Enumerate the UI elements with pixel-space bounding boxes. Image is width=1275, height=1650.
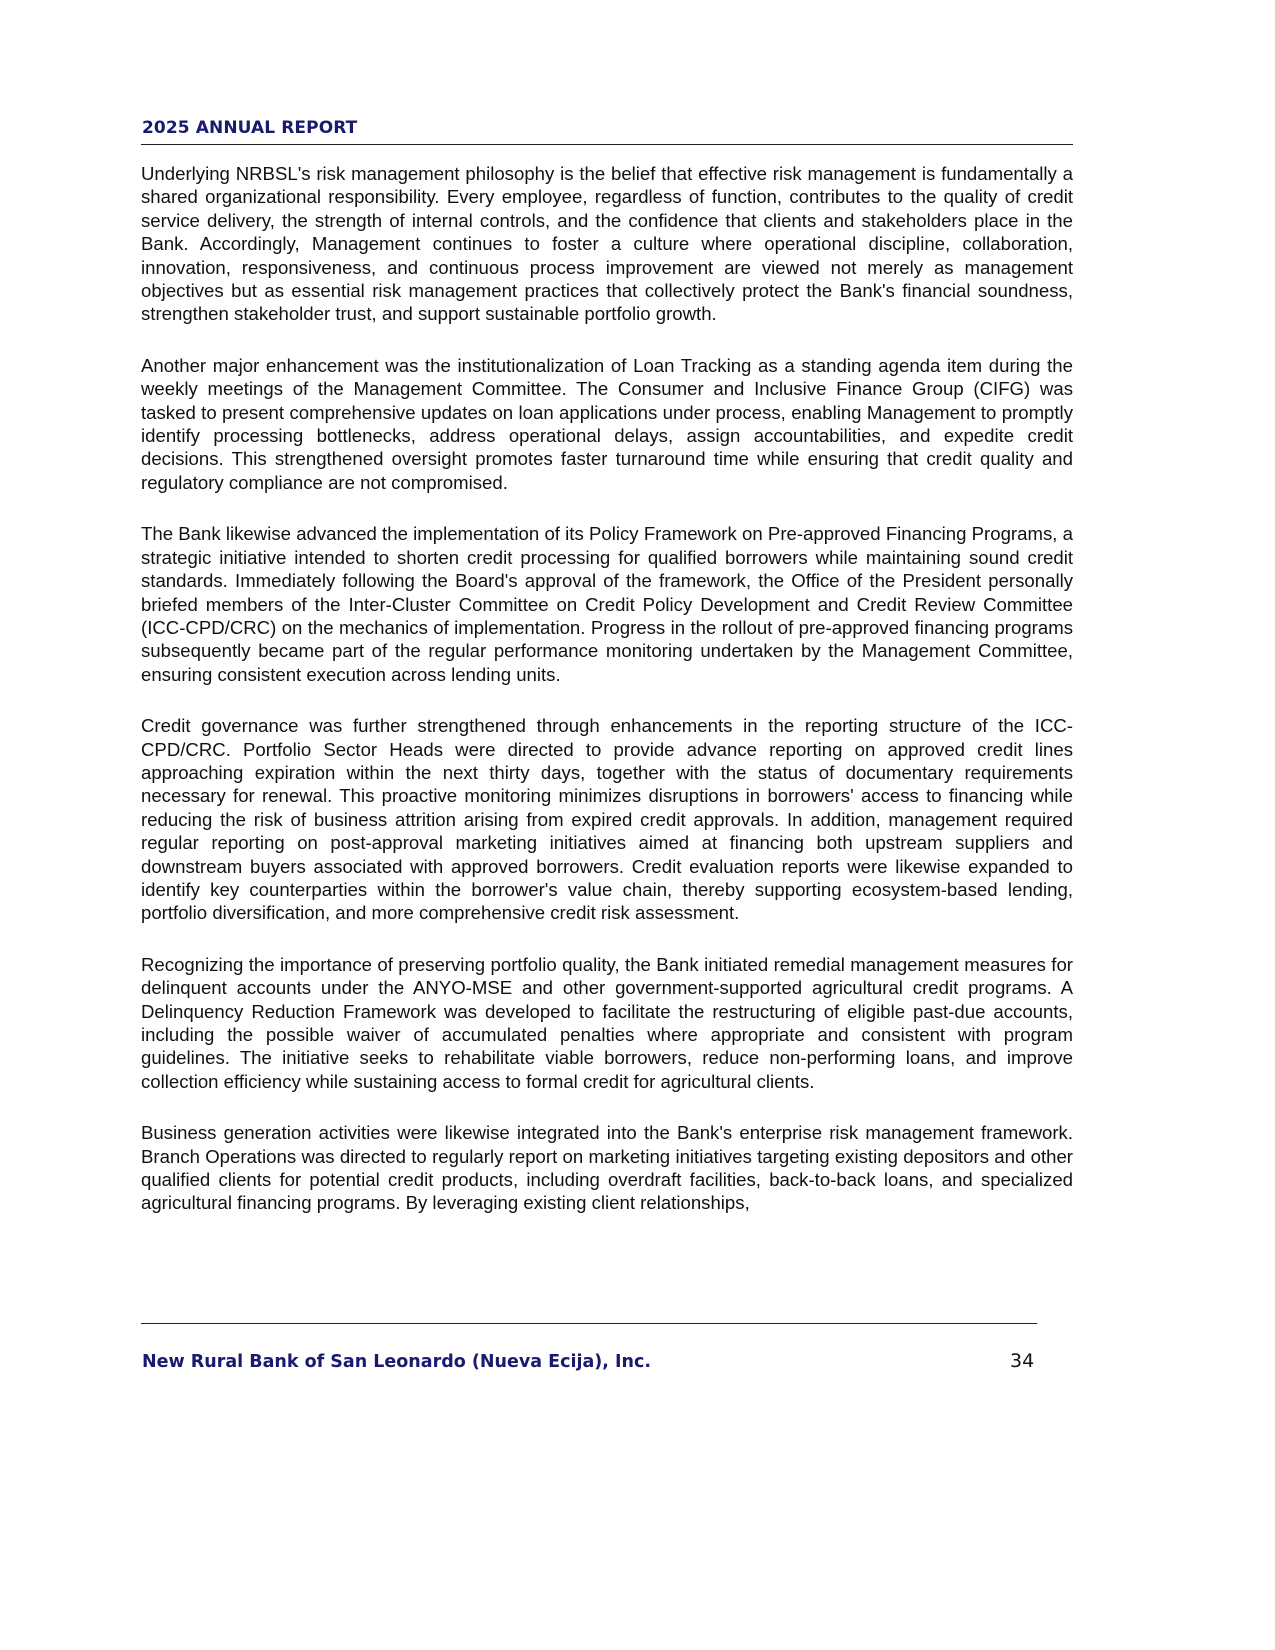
paragraph-risk-philosophy: Underlying NRBSL's risk management philosophy is the belief that effective risk management is fundamentally a shared organizational responsibility. Every employee, regardless of function, contributes to the quality of credit service delivery, the strength of internal controls, and the confidence that clients and stakeholders place in the Bank. Accordingly, Management continues to foster a culture where operational discipline, collaboration, innovation, responsiveness, and continuous process improvement are viewed not merely as management objectives but as essential risk management practices that collectively protect the Bank's financial soundness, strengthen stakeholder trust, and support sustainable portfolio growth.	[141, 163, 1073, 325]
report-title: 2025 ANNUAL REPORT	[142, 118, 358, 138]
page-header	[141, 116, 1073, 145]
paragraph-credit-governance: Credit governance was further strengthened through enhancements in the reporting structure of the ICC-CPD/CRC. Portfolio Sector Heads were directed to provide advance reporting on approved credit lines approaching expiration within the next thirty days, together with the status of documentary requirements necessary for renewal. This proactive monitoring minimizes disruptions in borrowers' access to financing while reducing the risk of business attrition arising from expired credit approvals. In addition, management required regular reporting on post-approval marketing initiatives aimed at financing both upstream suppliers and downstream buyers associated with approved borrowers. Credit evaluation reports were likewise expanded to identify key counterparties within the borrower's value chain, thereby supporting ecosystem-based lending, portfolio diversification, and more comprehensive credit risk assessment.	[141, 715, 1073, 924]
paragraph-loan-tracking: Another major enhancement was the institutionalization of Loan Tracking as a standing agenda item during the weekly meetings of the Management Committee. The Consumer and Inclusive Finance Group (CIFG) was tasked to present comprehensive updates on loan applications under process, enabling Management to promptly identify processing bottlenecks, address operational delays, assign accountabilities, and expedite credit decisions. This strengthened oversight promotes faster turnaround time while ensuring that credit quality and regulatory compliance are not compromised.	[141, 354, 1073, 493]
paragraph-business-generation: Business generation activities were likewise integrated into the Bank's enterprise risk management framework. Branch Operations was directed to regularly report on marketing initiatives targeting existing depositors and other qualified clients for potential credit products, including overdraft facilities, back-to-back loans, and specialized agricultural financing programs. By leveraging existing client relationships,	[141, 1122, 1073, 1214]
footer-divider	[141, 1323, 1037, 1324]
body-text	[141, 162, 1073, 1243]
page-number: 34	[1010, 1350, 1035, 1372]
paragraph-remedial-management: Recognizing the importance of preserving portfolio quality, the Bank initiated remedial management measures for delinquent accounts under the ANYO-MSE and other government-supported agricultural credit programs. A Delinquency Reduction Framework was developed to facilitate the restructuring of eligible past-due accounts, including the possible waiver of accumulated penalties where appropriate and consistent with program guidelines. The initiative seeks to rehabilitate viable borrowers, reduce non-performing loans, and improve collection efficiency while sustaining access to formal credit for agricultural clients.	[141, 953, 1073, 1092]
footer-bank-name: New Rural Bank of San Leonardo (Nueva Ecija), Inc.	[142, 1352, 651, 1372]
paragraph-pre-approved-financing: The Bank likewise advanced the implementation of its Policy Framework on Pre-approved Financing Programs, a strategic initiative intended to shorten credit processing for qualified borrowers while maintaining sound credit standards. Immediately following the Board's approval of the framework, the Office of the President personally briefed members of the Inter-Cluster Committee on Credit Policy Development and Credit Review Committee (ICC-CPD/CRC) on the mechanics of implementation. Progress in the rollout of pre-approved financing programs subsequently became part of the regular performance monitoring undertaken by the Management Committee, ensuring consistent execution across lending units.	[141, 523, 1073, 685]
